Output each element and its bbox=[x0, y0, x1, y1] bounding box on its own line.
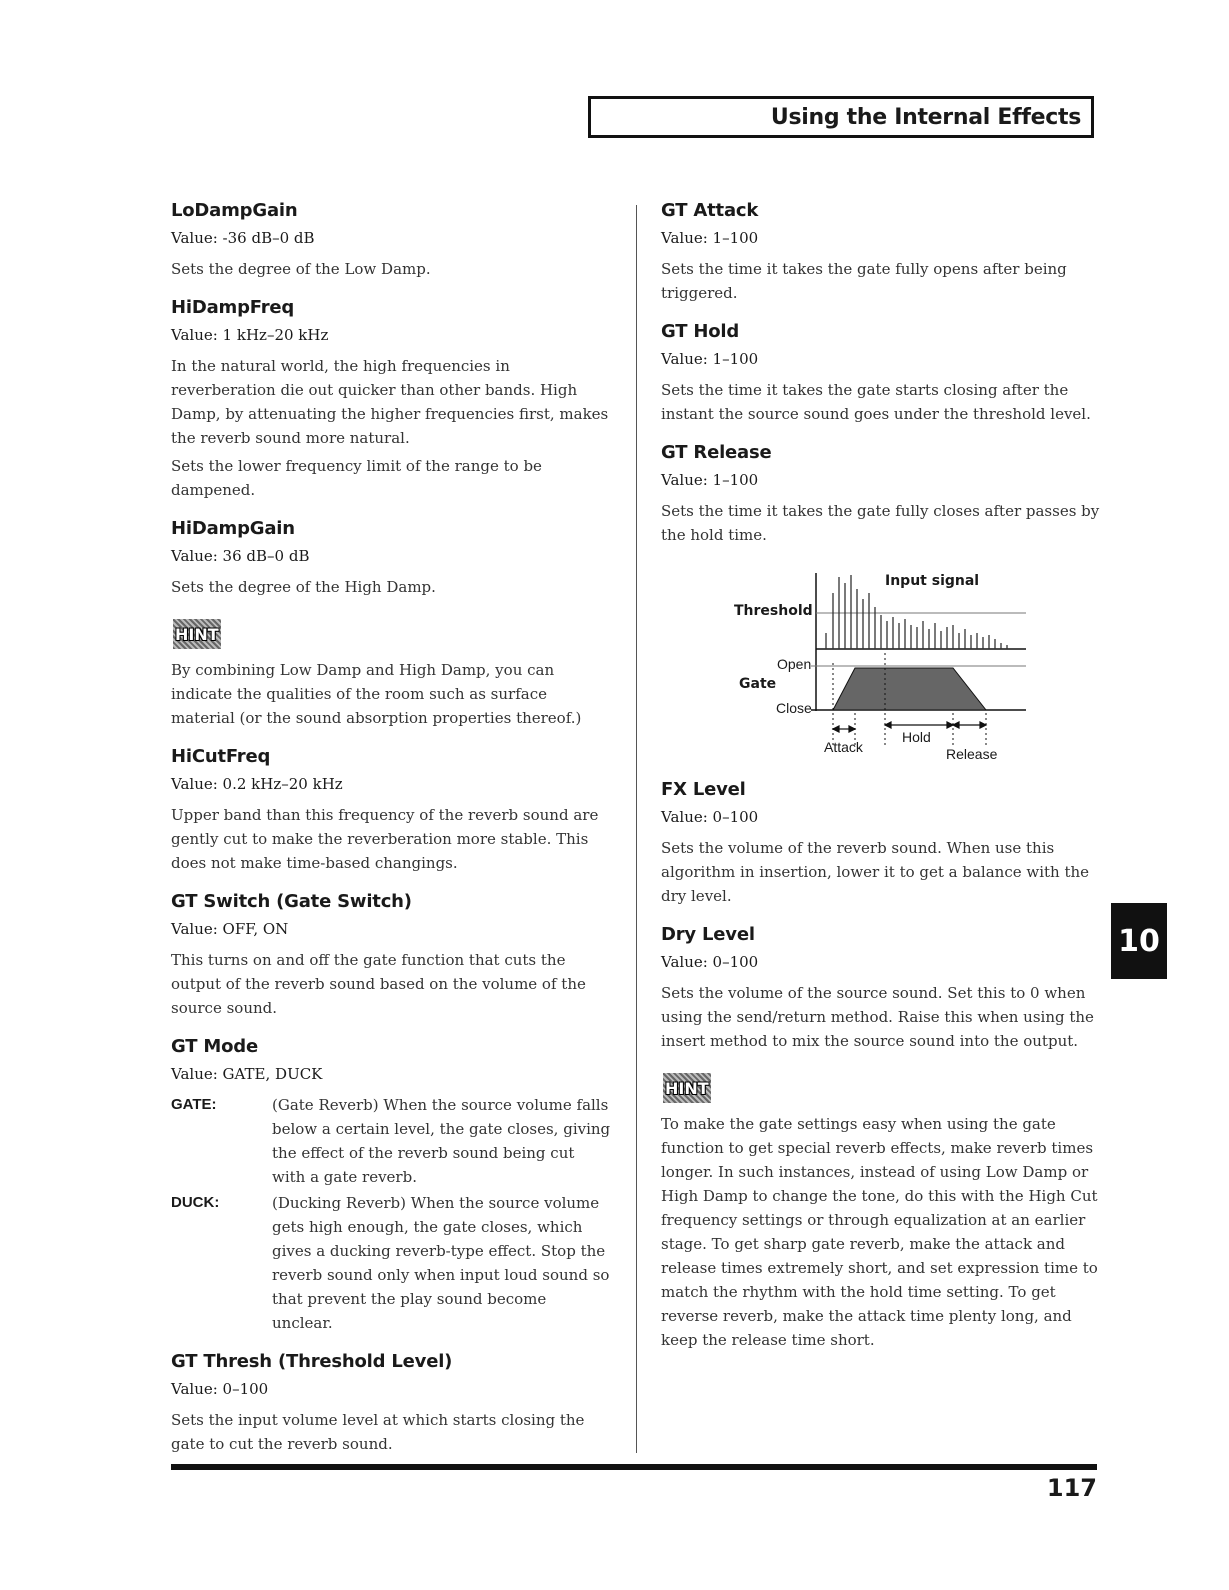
section-title: FX Level bbox=[661, 779, 746, 800]
section-title: GT Thresh (Threshold Level) bbox=[171, 1351, 453, 1372]
description: Sets the volume of the source sound. Set this to 0 when using the send/return method. Raise this when using the insert method to mix the source sound into the output. bbox=[661, 984, 1094, 1050]
description: Sets the time it takes the gate fully opens after being triggered. bbox=[661, 260, 1067, 302]
definition-body: (Gate Reverb) When the source volume falls below a certain level, the gate closes, giving the effect of the reverb sound being cut with a gate reverb. bbox=[272, 1096, 611, 1186]
input-signal-label: Input signal bbox=[885, 573, 980, 589]
section-fxlevel bbox=[661, 779, 1101, 908]
description: Sets the volume of the reverb sound. When use this algorithm in insertion, lower it to get a balance with the dry level. bbox=[661, 839, 1090, 905]
chapter-tab bbox=[1111, 903, 1167, 979]
value-range: Value: GATE, DUCK bbox=[171, 1065, 323, 1083]
value-range: Value: 0.2 kHz–20 kHz bbox=[171, 775, 343, 793]
description: Sets the input volume level at which starts closing the gate to cut the reverb sound. bbox=[171, 1411, 585, 1453]
release-label: Release bbox=[946, 746, 998, 762]
hint-icon bbox=[173, 619, 221, 649]
section-gtswitch bbox=[171, 891, 611, 1020]
footer-rule bbox=[171, 1464, 1097, 1470]
description: Sets the degree of the High Damp. bbox=[171, 578, 436, 596]
value-range: Value: 0–100 bbox=[661, 953, 759, 971]
value-range: Value: -36 dB–0 dB bbox=[171, 229, 315, 247]
section-gtrelease bbox=[661, 442, 1101, 547]
description: Upper band than this frequency of the reverb sound are gently cut to make the reverberation more stable. This does not make time-based changings. bbox=[171, 806, 599, 872]
value-range: Value: 36 dB–0 dB bbox=[171, 547, 310, 565]
section-title: GT Switch (Gate Switch) bbox=[171, 891, 412, 912]
hint-label: HINT bbox=[665, 1079, 709, 1098]
hint-text: To make the gate settings easy when using the gate function to get special reverb effects, make reverb times longer. In such instances, instead of using Low Damp or High Damp to change the tone, do this with the High Cut frequency settings or through equalization at an earlier stage. To get sharp gate reverb, make the attack and release times extremely short, and set expression time to match the rhythm with the hold time setting. To get reverse reverb, make the attack time plenty long, and keep the release time short. bbox=[661, 1115, 1098, 1349]
gate-envelope bbox=[833, 668, 986, 710]
open-label: Open bbox=[777, 656, 812, 672]
right-column bbox=[661, 200, 1101, 1368]
section-gthold bbox=[661, 321, 1101, 426]
section-title: HiDampGain bbox=[171, 518, 295, 539]
value-range: Value: 0–100 bbox=[171, 1380, 269, 1398]
gate-diagram bbox=[661, 563, 1101, 763]
description: Sets the degree of the Low Damp. bbox=[171, 260, 431, 278]
section-title: HiCutFreq bbox=[171, 746, 271, 767]
section-drylevel bbox=[661, 924, 1101, 1053]
value-range: Value: 1–100 bbox=[661, 471, 759, 489]
header-title: Using the Internal Effects bbox=[770, 104, 1081, 130]
hint-block bbox=[661, 1069, 1101, 1352]
threshold-label: Threshold bbox=[734, 603, 813, 619]
section-title: GT Attack bbox=[661, 200, 759, 221]
section-title: Dry Level bbox=[661, 924, 755, 945]
header-box bbox=[588, 96, 1094, 138]
left-column bbox=[171, 200, 611, 1472]
hint-label: HINT bbox=[175, 625, 219, 644]
definition-body: (Ducking Reverb) When the source volume gets high enough, the gate closes, which gives a ducking reverb-type effect. Stop the reverb sound only when input loud sound so that prevent the play sound become unclear. bbox=[272, 1194, 610, 1332]
hint-block bbox=[171, 615, 611, 730]
description: Sets the lower frequency limit of the range to be dampened. bbox=[171, 457, 542, 499]
close-label: Close bbox=[776, 700, 812, 716]
section-lodampgain bbox=[171, 200, 611, 281]
value-range: Value: OFF, ON bbox=[171, 920, 289, 938]
gate-diagram-graphic bbox=[661, 563, 1101, 763]
page-number: 117 bbox=[1046, 1474, 1097, 1502]
section-title: GT Release bbox=[661, 442, 772, 463]
definition-duck bbox=[171, 1191, 611, 1335]
definition-term: GATE: bbox=[171, 1096, 217, 1113]
definition-term: DUCK: bbox=[171, 1194, 220, 1211]
description: Sets the time it takes the gate fully closes after passes by the hold time. bbox=[661, 502, 1100, 544]
section-gtattack bbox=[661, 200, 1101, 305]
value-range: Value: 1–100 bbox=[661, 350, 759, 368]
description: Sets the time it takes the gate starts closing after the instant the source sound goes under the threshold level. bbox=[661, 381, 1091, 423]
section-gtthresh bbox=[171, 1351, 611, 1456]
column-divider bbox=[636, 205, 637, 1453]
section-hicutfreq bbox=[171, 746, 611, 875]
section-hidampgain bbox=[171, 518, 611, 599]
hint-text: By combining Low Damp and High Damp, you can indicate the qualities of the room such as surface material (or the sound absorption properties thereof.) bbox=[171, 661, 582, 727]
value-range: Value: 1–100 bbox=[661, 229, 759, 247]
chapter-number: 10 bbox=[1118, 923, 1160, 959]
definition-gate bbox=[171, 1093, 611, 1189]
section-title: GT Hold bbox=[661, 321, 740, 342]
section-title: HiDampFreq bbox=[171, 297, 295, 318]
description: This turns on and off the gate function that cuts the output of the reverb sound based on the volume of the source sound. bbox=[171, 951, 586, 1017]
section-hidampfreq bbox=[171, 297, 611, 502]
section-title: GT Mode bbox=[171, 1036, 258, 1057]
value-range: Value: 0–100 bbox=[661, 808, 759, 826]
attack-label: Attack bbox=[824, 739, 863, 755]
hint-icon bbox=[663, 1073, 711, 1103]
value-range: Value: 1 kHz–20 kHz bbox=[171, 326, 329, 344]
hold-label: Hold bbox=[902, 729, 931, 745]
section-title: LoDampGain bbox=[171, 200, 298, 221]
description: In the natural world, the high frequencies in reverberation die out quicker than other bands. High Damp, by attenuating the higher frequencies first, makes the reverb sound more natural. bbox=[171, 357, 609, 447]
section-gtmode bbox=[171, 1036, 611, 1335]
gate-label: Gate bbox=[739, 676, 777, 692]
